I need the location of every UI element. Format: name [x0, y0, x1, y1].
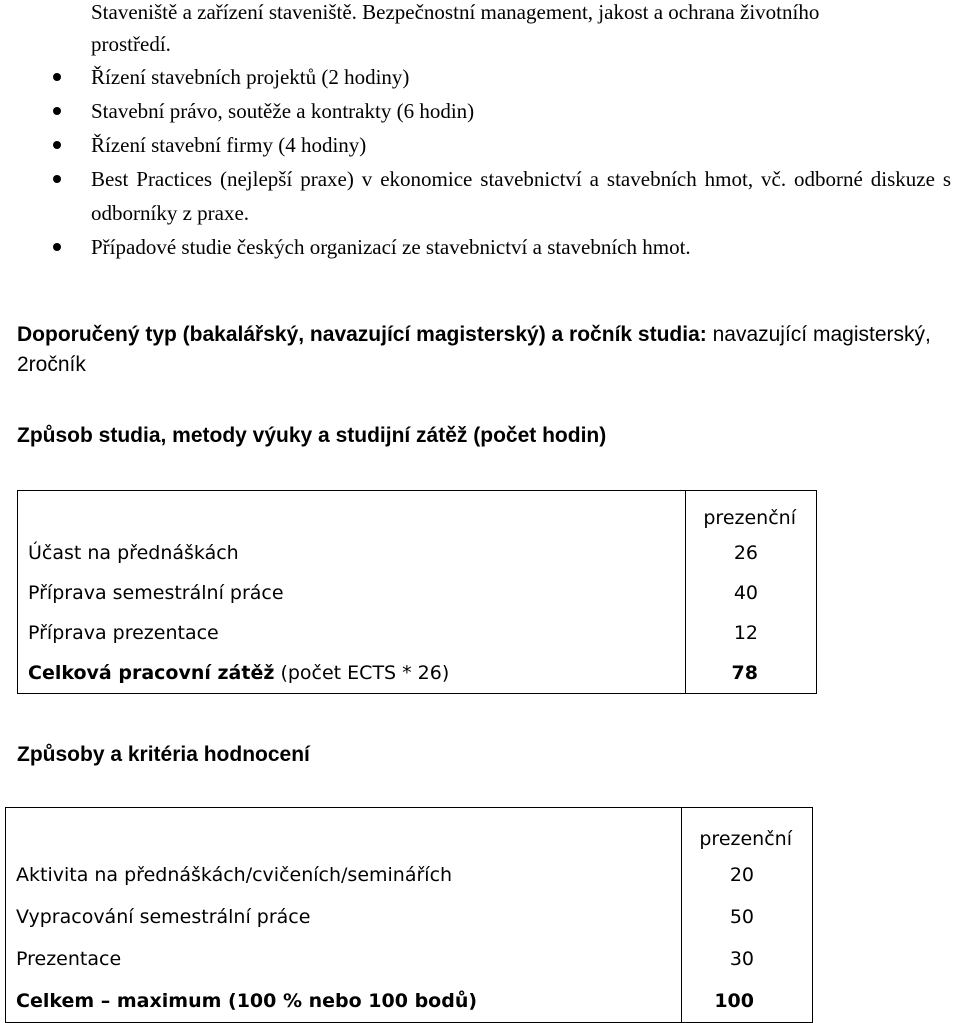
list-item-text: Řízení stavební firmy (4 hodiny) — [91, 133, 367, 157]
continued-paragraph-line-1: Staveniště a zařízení staveniště. Bezpečnostní management, jakost a ochrana životního — [91, 0, 820, 24]
table-row — [6, 896, 813, 938]
assessment-table — [5, 807, 813, 1023]
list-item — [0, 230, 951, 264]
bullet-icon — [53, 141, 61, 149]
table-row — [18, 533, 817, 573]
list-item-text: Případové studie českých organizací ze stavebnictví a stavebních hmot. — [91, 235, 691, 259]
topics-bullet-list — [0, 60, 960, 264]
recommended-study-value: navazující magisterský, 2ročník — [17, 323, 931, 376]
total-label-bold: Celková pracovní zátěž — [28, 662, 275, 684]
list-item — [0, 128, 951, 162]
row-label: Příprava prezentace — [18, 613, 686, 653]
recommended-study-label: Doporučený typ (bakalářský, navazující magisterský) a ročník studia: — [17, 323, 707, 346]
row-value: 50 — [682, 896, 813, 938]
row-label: Vypracování semestrální práce — [6, 896, 682, 938]
list-item — [0, 94, 951, 128]
bullet-icon — [53, 243, 61, 251]
total-value: 78 — [686, 653, 817, 694]
table-header-row — [6, 808, 813, 855]
recommended-study-type — [17, 320, 957, 380]
total-value: 100 — [682, 980, 813, 1023]
row-label: Příprava semestrální práce — [18, 573, 686, 613]
table-row — [18, 613, 817, 653]
row-value: 40 — [686, 573, 817, 613]
row-label: Aktivita na přednáškách/cvičeních/seminářích — [6, 854, 682, 896]
table-row — [18, 573, 817, 613]
row-value: 12 — [686, 613, 817, 653]
study-workload-heading: Způsob studia, metody výuky a studijní zátěž (počet hodin) — [17, 424, 607, 447]
row-value: 30 — [682, 938, 813, 980]
total-label — [18, 653, 686, 694]
total-label: Celkem – maximum (100 % nebo 100 bodů) — [6, 980, 682, 1023]
study-workload-table — [17, 490, 817, 694]
continued-paragraph-line-2: prostředí. — [91, 32, 171, 56]
list-item — [0, 60, 951, 94]
list-item-text: Stavební právo, soutěže a kontrakty (6 hodin) — [91, 99, 475, 123]
list-item-text: Best Practices (nejlepší praxe) v ekonomice stavebnictví a stavebních hmot, vč. odborné diskuze s odborníky z praxe. — [91, 167, 951, 225]
table-total-row — [6, 980, 813, 1023]
table-total-row — [18, 653, 817, 694]
continued-paragraph — [91, 0, 951, 60]
table-header-row — [18, 491, 817, 534]
row-label: Prezentace — [6, 938, 682, 980]
total-label-rest: (počet ECTS * 26) — [274, 662, 450, 684]
bullet-icon — [53, 175, 61, 183]
row-label: Účast na přednáškách — [18, 533, 686, 573]
bullet-icon — [53, 107, 61, 115]
row-value: 26 — [686, 533, 817, 573]
bullet-icon — [53, 73, 61, 81]
table-row — [6, 854, 813, 896]
table-row — [6, 938, 813, 980]
column-header: prezenční — [686, 491, 817, 534]
list-item-text: Řízení stavebních projektů (2 hodiny) — [91, 65, 410, 89]
assessment-heading: Způsoby a kritéria hodnocení — [17, 743, 310, 766]
column-header: prezenční — [682, 808, 813, 855]
list-item — [0, 162, 951, 230]
row-value: 20 — [682, 854, 813, 896]
